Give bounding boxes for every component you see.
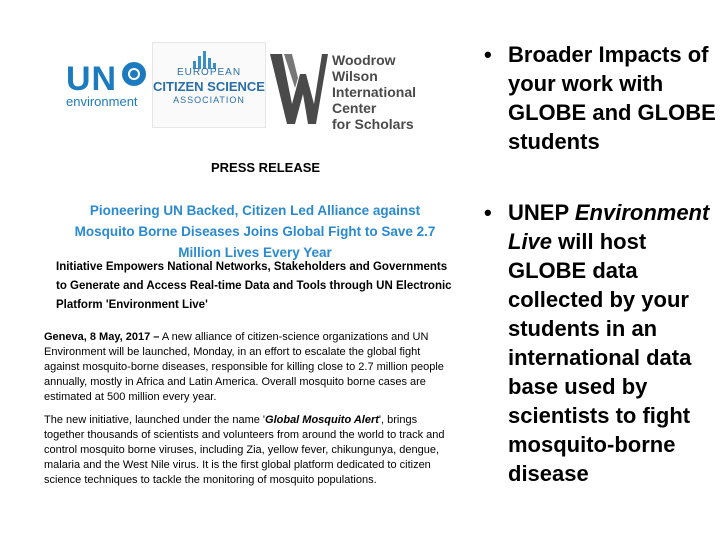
- paragraph-2-intro: The new initiative, launched under the name ': [44, 414, 266, 426]
- bullet-dot-icon: •: [484, 200, 492, 225]
- bullet-dot-icon: •: [484, 42, 492, 67]
- wilson-w-icon: [270, 54, 328, 124]
- bullet-1-text: Broader Impacts of your work with GLOBE and GLOBE students: [508, 42, 716, 154]
- initiative-name: Global Mosquito Alert: [265, 414, 379, 426]
- un-letters: UN: [66, 60, 118, 98]
- press-subheadline: Initiative Empowers National Networks, Stakeholders and Governments to Generate and Access Real-time Data and Tools through UN Electronic Platform 'Environment Live': [56, 261, 452, 311]
- ecsa-line3: ASSOCIATION: [173, 95, 245, 105]
- press-headline: Pioneering UN Backed, Citizen Led Alliance against Mosquito Borne Diseases Joins Global Fight to Save 2.7 Million Lives Every Year: [74, 203, 436, 260]
- press-release-label: PRESS RELEASE: [211, 160, 321, 175]
- un-subtitle: environment: [66, 94, 138, 109]
- bullet-unep: [480, 198, 716, 488]
- bullet-broader-impacts: [480, 40, 716, 156]
- ecsa-line2: CITIZEN SCIENCE: [153, 79, 265, 94]
- wilson-line: for Scholars: [332, 116, 414, 132]
- slide-bullets: [480, 40, 716, 488]
- wilson-center-logo: [270, 48, 430, 132]
- press-paragraph-1: [44, 330, 456, 405]
- ecsa-logo: [152, 42, 266, 128]
- bullet-2-pre: UNEP: [508, 200, 569, 225]
- un-environment-logo: [66, 56, 146, 116]
- wilson-name: [332, 52, 430, 132]
- press-paragraph-2: [44, 413, 456, 488]
- bullet-2-post: will host GLOBE data collected by your students in an international data base used by scientists to fight mosquito-borne disease: [508, 229, 692, 486]
- environment-live-text: Environment Live: [508, 200, 710, 254]
- wilson-line: Woodrow Wilson: [332, 52, 396, 84]
- wilson-line: Center: [332, 100, 377, 116]
- paragraph-2-rest: ', brings together thousands of scientists and volunteers from around the world to track and control mosquito borne viruses, including Zia, yellow fever, chikungunya, dengue, malaria and the West Nile virus. It is the first global platform dedicated to citizen science techniques to tackle the monitoring of mosquito populations.: [44, 414, 445, 486]
- dateline: Geneva, 8 May, 2017 –: [44, 331, 160, 343]
- ecsa-line1: EUROPEAN: [176, 67, 242, 78]
- un-emblem-icon: [122, 62, 146, 86]
- paragraph-1-body: A new alliance of citizen-science organizations and UN Environment will be launched, Monday, in an effort to escalate the global fight against mosquito-borne diseases, responsible for killing close to 2.7 million people annually, mostly in Africa and Latin America. Overall mosquito borne cases are estimated at 500 million every year.: [44, 331, 444, 403]
- wilson-line: International: [332, 84, 417, 100]
